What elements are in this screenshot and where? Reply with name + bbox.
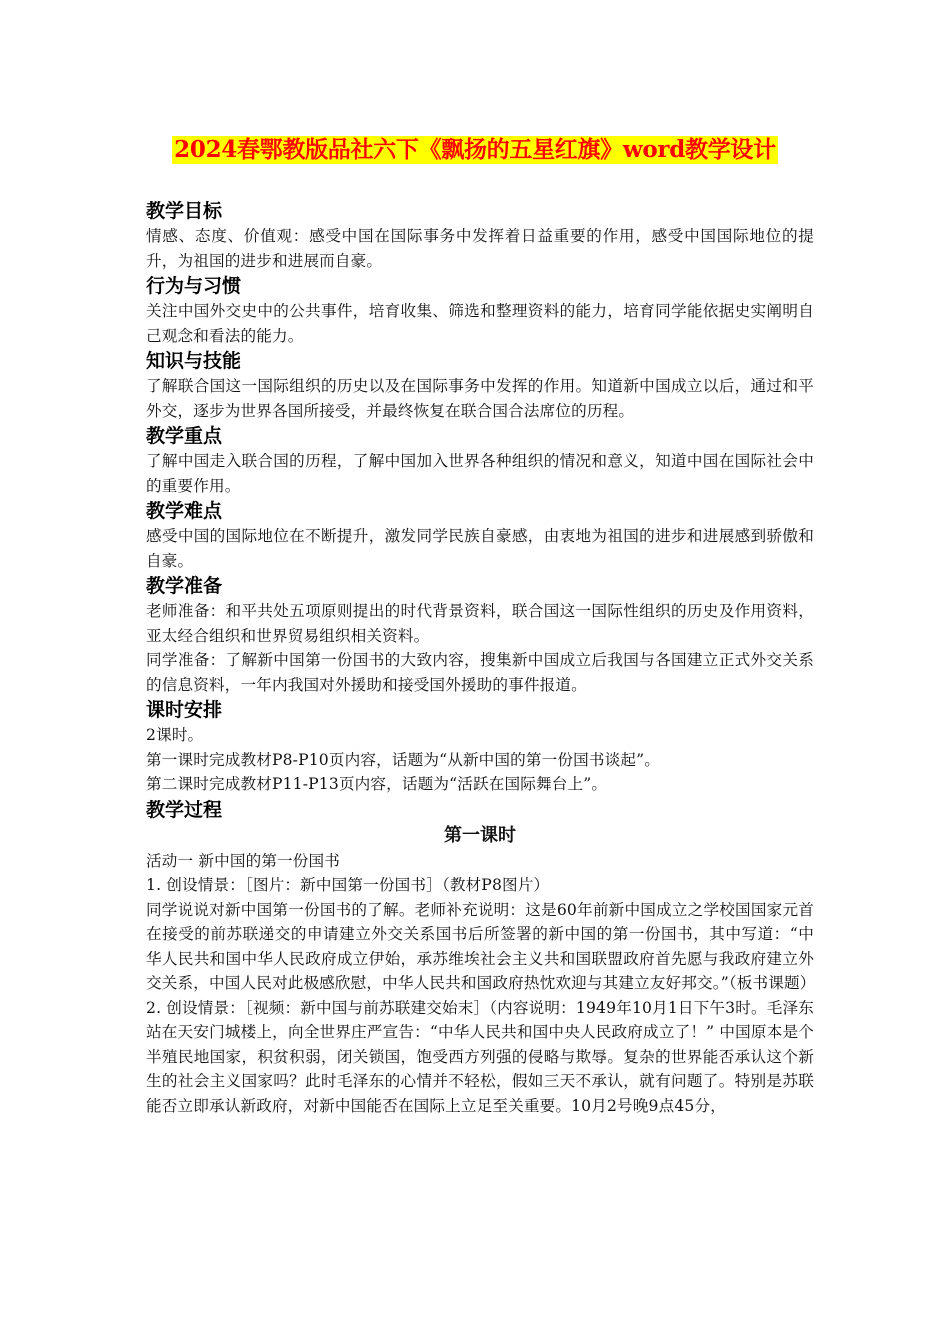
section-paragraph: 2课时。 [146,726,204,744]
process-paragraph: 活动一 新中国的第一份国书 [146,851,341,870]
section-paragraph: 情感、态度、价值观：感受中国在国际事务中发挥着日益重要的作用，感受中国国际地位的提升，为祖国的进步和进展而自豪。 [146,227,814,270]
section-paragraph: 老师准备：和平共处五项原则提出的时代背景资料，联合国这一国际性组织的历史及作用资料，亚太经合组织和世界贸易组织相关资料。 [146,602,814,645]
section-paragraph: 了解联合国这一国际组织的历史以及在国际事务中发挥的作用。知道新中国成立以后，通过和平外交，逐步为世界各国所接受，并最终恢复在联合国合法席位的历程。 [146,377,814,420]
process-paragraph: 同学说说对新中国第一份国书的了解。老师补充说明：这是60年前新中国成立之学校国国家元首在接受的前苏联递交的申请建立外交关系国书后所签署的新中国的第一份国书，其中写道：“中华人民共和国中华人民政府成立伊始，承苏维埃社会主义共和国联盟政府首先愿与我政府建立外交关系，中国人民对此极感欣慰，中华人民共和国政府热忱欢迎与其建立友好邦交。”（板书课题） [146,900,816,992]
section-paragraph: 第一课时完成教材P8-P10页内容，话题为“从新中国的第一份国书谈起”。 [146,750,660,769]
document-body [146,198,814,1118]
section-heading-schedule: 课时安排 [146,699,223,721]
section-paragraph: 关注中国外交史中的公共事件，培育收集、筛选和整理资料的能力，培育同学能依据史实阐明自己观念和看法的能力。 [146,302,814,345]
section-paragraph: 了解中国走入联合国的历程，了解中国加入世界各种组织的情况和意义，知道中国在国际社会中的重要作用。 [146,452,814,495]
section-heading-knowledge: 知识与技能 [146,350,242,372]
section-paragraph: 同学准备：了解新中国第一份国书的大致内容，搜集新中国成立后我国与各国建立正式外交关系的信息资料，一年内我国对外援助和接受国外援助的事件报道。 [146,651,814,694]
process-paragraph: 2. 创设情景：［视频：新中国与前苏联建交始末］（内容说明：1949年10月1日下午3时。毛泽东站在天安门城楼上，向全世界庄严宣告：“中华人民共和国中央人民政府成立了！” 中国原本是个半殖民地国家，积贫积弱，闭关锁国，饱受西方列强的侵略与欺辱。复杂的世界能否承认这个新生的社会主义国家吗？此时毛泽东的心情并不轻松，假如三天不承认，就有问题了。特别是苏联能否立即承认新政府，对新中国能否在国际上立足至关重要。10月2号晚9点45分， [146,998,814,1115]
section-heading-difficulties: 教学难点 [146,500,223,522]
section-heading-preparation: 教学准备 [146,575,223,597]
process-paragraph: 1. 创设情景：［图片：新中国第一份国书］（教材P8图片） [146,876,550,894]
section-paragraph: 感受中国的国际地位在不断提升，激发同学民族自豪感，由衷地为祖国的进步和进展感到骄傲和自豪。 [146,527,814,570]
section-paragraph: 第二课时完成教材P11-P13页内容，话题为“活跃在国际舞台上”。 [146,775,608,793]
section-heading-key-points: 教学重点 [146,425,223,447]
section-heading-process: 教学过程 [146,798,223,821]
document-title: 2024春鄂教版品社六下《飘扬的五星红旗》word教学设计 [174,136,776,163]
section-heading-objectives: 教学目标 [146,200,223,222]
title-container [0,136,950,164]
lesson-title: 第一课时 [444,824,516,846]
section-heading-behavior: 行为与习惯 [146,275,242,297]
